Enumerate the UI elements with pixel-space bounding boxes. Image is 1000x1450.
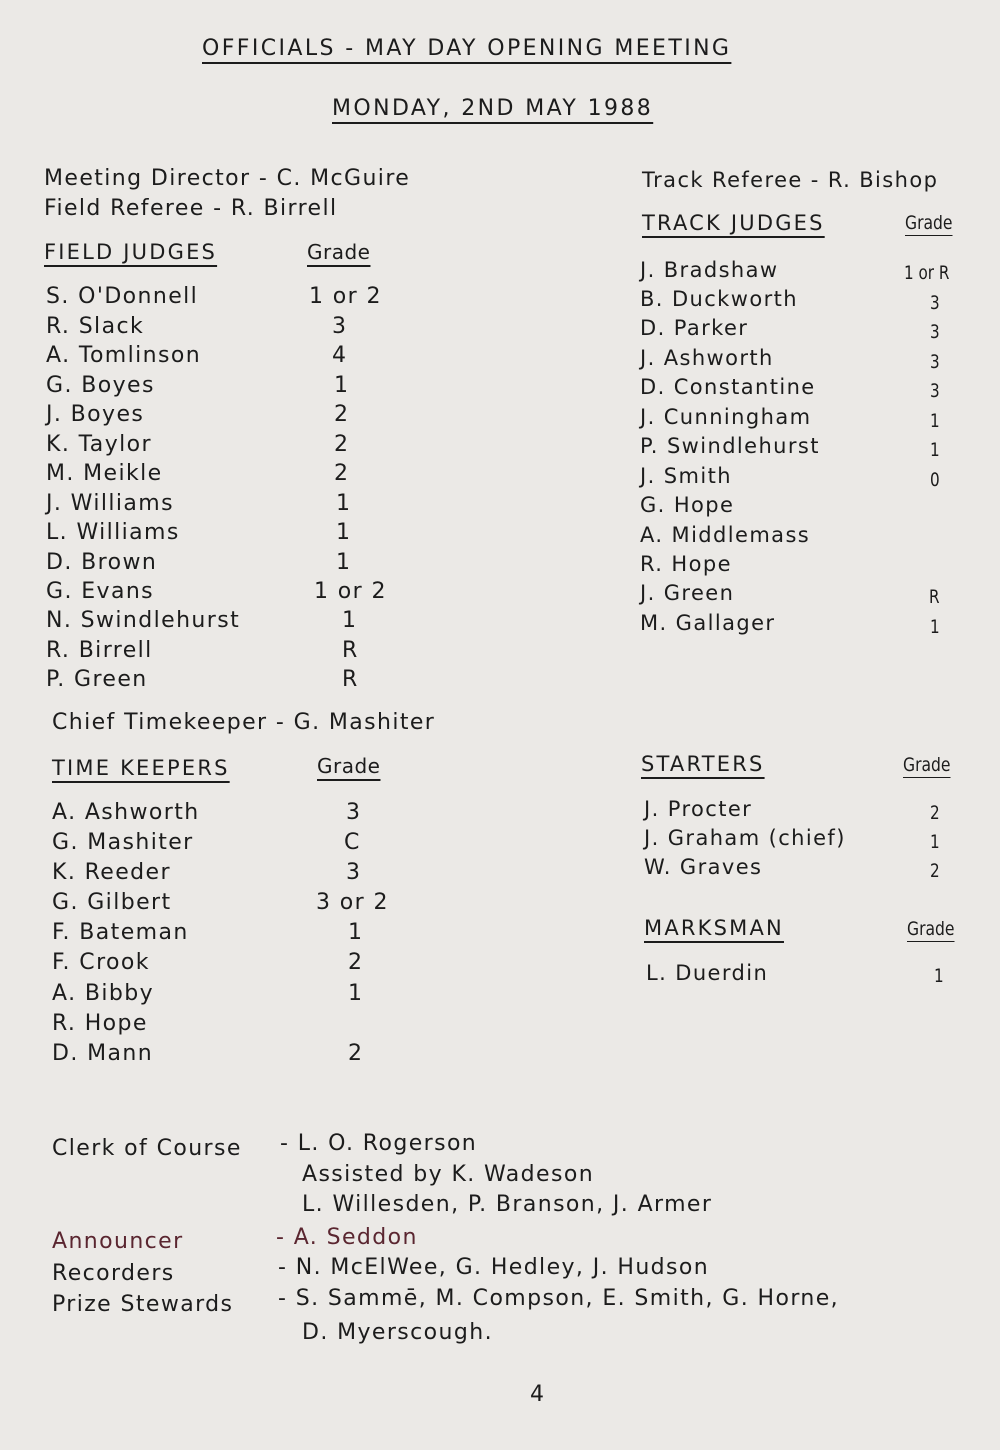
official-name: J. Green [640, 581, 735, 605]
announcer-value: - A. Seddon [276, 1225, 418, 1250]
list-item [46, 314, 348, 339]
official-name: G. Mashiter [52, 830, 194, 855]
list-item [640, 493, 734, 517]
official-grade: 2 [348, 950, 364, 975]
starters-heading: STARTERS [641, 752, 765, 776]
official-name: A. Ashworth [52, 800, 200, 825]
track-referee: Track Referee - R. Bishop [642, 168, 939, 192]
official-grade: 1 [342, 608, 358, 633]
official-name: G. Evans [46, 579, 155, 604]
official-grade: 1 or R [904, 262, 950, 284]
field-judges-heading: FIELD JUDGES [44, 240, 218, 264]
official-name: J. Ashworth [640, 346, 774, 370]
official-grade: R [929, 586, 940, 608]
official-name: R. Birrell [46, 638, 153, 663]
official-grade: 3 [332, 314, 348, 339]
official-name: M. Meikle [46, 461, 163, 486]
official-grade: 2 [334, 402, 350, 427]
official-name: L. Duerdin [646, 961, 769, 985]
official-name: J. Cunningham [640, 405, 812, 429]
official-grade: 2 [334, 432, 350, 457]
official-name: A. Tomlinson [46, 343, 202, 368]
list-item [52, 950, 364, 975]
list-item [52, 920, 364, 945]
official-grade: 3 [930, 380, 940, 402]
clerk-assistants: L. Willesden, P. Branson, J. Armer [302, 1192, 713, 1217]
field-judges-grade-heading: Grade [307, 240, 371, 264]
official-name: B. Duckworth [640, 287, 798, 311]
official-grade: 3 [346, 800, 362, 825]
prize-stewards-label: Prize Stewards [52, 1292, 234, 1317]
meeting-date: MONDAY, 2ND MAY 1988 [332, 96, 654, 121]
official-name: D. Parker [640, 316, 749, 340]
clerk-assisted-by: Assisted by K. Wadeson [302, 1162, 595, 1187]
official-name: J. Smith [640, 464, 732, 488]
list-item [640, 581, 940, 608]
official-grade: 1 [336, 520, 352, 545]
list-item [640, 258, 950, 284]
official-name: J. Williams [46, 491, 174, 516]
official-grade: 4 [332, 343, 348, 368]
list-item [46, 461, 350, 486]
official-name: F. Crook [52, 950, 150, 975]
list-item [640, 405, 940, 432]
list-item [640, 434, 940, 461]
official-grade: 1 [930, 616, 940, 638]
clerk-of-course-value: - L. O. Rogerson [280, 1131, 478, 1156]
official-name: R. Hope [52, 1011, 148, 1036]
official-name: P. Swindlehurst [640, 434, 820, 458]
list-item [52, 1041, 364, 1066]
list-item [52, 860, 362, 885]
field-referee: Field Referee - R. Birrell [44, 196, 338, 221]
time-keepers-heading: TIME KEEPERS [52, 756, 230, 780]
official-name: A. Bibby [52, 981, 155, 1006]
official-name: R. Hope [640, 552, 732, 576]
list-item [52, 1011, 148, 1036]
official-name: G. Boyes [46, 373, 155, 398]
page-number: 4 [530, 1382, 546, 1407]
official-grade: 1 [348, 981, 364, 1006]
prize-stewards-value: - S. Sammē, M. Compson, E. Smith, G. Horne, [278, 1286, 840, 1311]
list-item [640, 346, 940, 373]
list-item [640, 523, 810, 547]
list-item [646, 961, 944, 987]
official-grade: 0 [930, 469, 940, 491]
official-grade: 1 [336, 491, 352, 516]
list-item [46, 402, 350, 427]
track-judges-grade-heading: Grade [905, 212, 953, 234]
official-grade: R [342, 638, 359, 663]
official-name: K. Reeder [52, 860, 171, 885]
official-grade: R [342, 667, 359, 692]
list-item [46, 608, 358, 633]
list-item [640, 611, 940, 638]
official-grade: 1 [336, 550, 352, 575]
official-grade: 1 [930, 410, 940, 432]
official-name: A. Middlemass [640, 523, 811, 547]
official-grade: 2 [930, 802, 940, 824]
list-item [46, 550, 352, 575]
list-item [46, 638, 359, 663]
clerk-of-course-label: Clerk of Course [52, 1136, 242, 1161]
official-name: J. Bradshaw [640, 258, 779, 282]
list-item [640, 375, 940, 402]
official-name: S. O'Donnell [46, 284, 199, 309]
official-grade: 1 [930, 439, 940, 461]
official-name: F. Bateman [52, 920, 189, 945]
official-grade: 3 or 2 [316, 890, 389, 915]
official-grade: 2 [930, 860, 940, 882]
official-name: D. Brown [46, 550, 158, 575]
list-item [640, 552, 732, 576]
official-name: G. Hope [640, 493, 735, 517]
list-item [52, 890, 389, 915]
recorders-label: Recorders [52, 1261, 175, 1286]
official-name: G. Gilbert [52, 890, 172, 915]
official-name: N. Swindlehurst [46, 608, 241, 633]
list-item [640, 316, 940, 343]
official-grade: 1 [334, 373, 350, 398]
marksman-grade-heading: Grade [907, 918, 955, 940]
official-name: L. Williams [46, 520, 180, 545]
official-name: D. Constantine [640, 375, 816, 399]
list-item [644, 797, 940, 824]
official-grade: 3 [930, 351, 940, 373]
list-item [46, 667, 359, 692]
official-grade: 3 [930, 292, 940, 314]
official-grade: 3 [346, 860, 362, 885]
official-name: M. Gallager [640, 611, 776, 635]
official-name: P. Green [46, 667, 148, 692]
track-judges-heading: TRACK JUDGES [642, 211, 825, 235]
page-title: OFFICIALS - MAY DAY OPENING MEETING [202, 36, 732, 61]
list-item [52, 981, 364, 1006]
prize-stewards-value-cont: D. Myerscough. [302, 1320, 493, 1345]
official-grade: 1 or 2 [314, 579, 387, 604]
official-name: J. Procter [644, 797, 753, 821]
official-name: K. Taylor [46, 432, 152, 457]
list-item [52, 800, 362, 825]
official-name: W. Graves [644, 855, 763, 879]
official-grade: 1 [348, 920, 364, 945]
announcer-label: Announcer [52, 1229, 184, 1254]
list-item [46, 373, 350, 398]
list-item [52, 830, 361, 855]
chief-timekeeper: Chief Timekeeper - G. Mashiter [52, 710, 436, 735]
official-grade: 2 [334, 461, 350, 486]
official-name: R. Slack [46, 314, 145, 339]
list-item [640, 287, 940, 314]
official-name: D. Mann [52, 1041, 154, 1066]
official-grade: 1 [934, 965, 944, 987]
list-item [46, 343, 348, 368]
official-name: J. Graham (chief) [644, 826, 846, 850]
starters-grade-heading: Grade [903, 754, 951, 776]
list-item [46, 579, 387, 604]
official-name: J. Boyes [46, 402, 145, 427]
official-grade: 3 [930, 321, 940, 343]
list-item [46, 491, 352, 516]
time-keepers-grade-heading: Grade [317, 754, 381, 778]
official-grade: 1 or 2 [309, 284, 382, 309]
meeting-director: Meeting Director - C. McGuire [44, 166, 411, 191]
list-item [644, 826, 940, 853]
official-grade: 1 [930, 831, 940, 853]
marksman-heading: MARKSMAN [644, 916, 784, 940]
list-item [46, 432, 350, 457]
recorders-value: - N. McElWee, G. Hedley, J. Hudson [278, 1255, 710, 1280]
list-item [640, 464, 940, 491]
list-item [46, 520, 352, 545]
list-item [46, 284, 382, 309]
list-item [644, 855, 940, 882]
official-grade: C [344, 830, 361, 855]
official-grade: 2 [348, 1041, 364, 1066]
